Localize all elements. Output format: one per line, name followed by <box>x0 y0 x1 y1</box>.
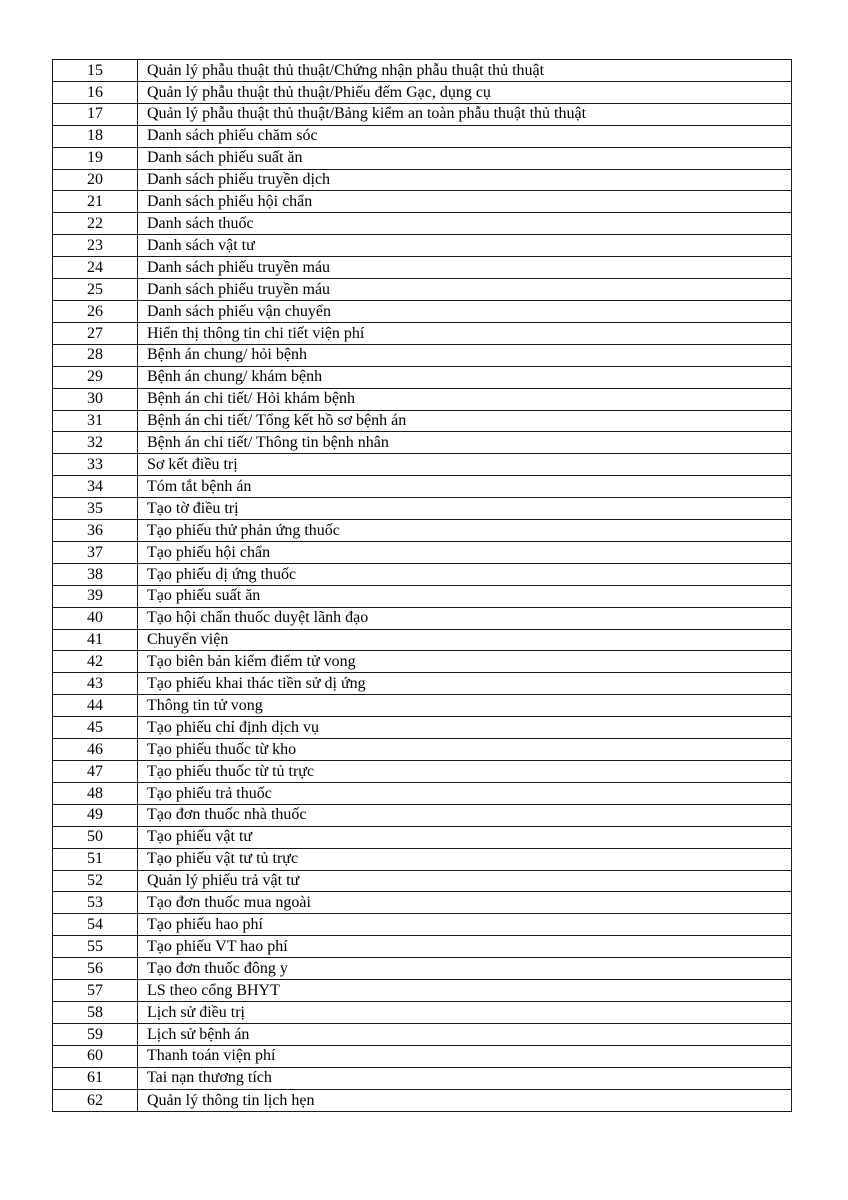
row-number-cell: 51 <box>53 848 138 870</box>
row-number-cell: 41 <box>53 629 138 651</box>
table-row <box>53 454 792 476</box>
row-number-cell: 29 <box>53 366 138 388</box>
table-row <box>53 914 792 936</box>
row-function-name-cell: Danh sách phiếu truyền máu <box>138 279 792 301</box>
row-number-cell: 52 <box>53 870 138 892</box>
table-row <box>53 520 792 542</box>
table-row <box>53 1045 792 1067</box>
row-number-cell: 20 <box>53 169 138 191</box>
table-row <box>53 191 792 213</box>
table-row <box>53 804 792 826</box>
table-row <box>53 169 792 191</box>
row-function-name-cell: Tạo tờ điều trị <box>138 498 792 520</box>
table-row <box>53 958 792 980</box>
row-number-cell: 32 <box>53 432 138 454</box>
row-number-cell: 40 <box>53 607 138 629</box>
table-row <box>53 651 792 673</box>
row-number-cell: 21 <box>53 191 138 213</box>
table-row <box>53 388 792 410</box>
row-function-name-cell: Tạo phiếu vật tư <box>138 826 792 848</box>
row-number-cell: 59 <box>53 1023 138 1045</box>
row-function-name-cell: Danh sách phiếu suất ăn <box>138 147 792 169</box>
table-row <box>53 761 792 783</box>
row-number-cell: 35 <box>53 498 138 520</box>
row-number-cell: 50 <box>53 826 138 848</box>
row-number-cell: 23 <box>53 235 138 257</box>
row-number-cell: 45 <box>53 717 138 739</box>
row-number-cell: 53 <box>53 892 138 914</box>
row-function-name-cell: Sơ kết điều trị <box>138 454 792 476</box>
row-function-name-cell: Tạo hội chẩn thuốc duyệt lãnh đạo <box>138 607 792 629</box>
row-number-cell: 42 <box>53 651 138 673</box>
row-function-name-cell: Bệnh án chung/ hỏi bệnh <box>138 344 792 366</box>
table-row <box>53 1067 792 1089</box>
row-number-cell: 47 <box>53 761 138 783</box>
table-row <box>53 739 792 761</box>
row-number-cell: 61 <box>53 1067 138 1089</box>
row-function-name-cell: Tạo phiếu vật tư tủ trực <box>138 848 792 870</box>
row-function-name-cell: Tạo đơn thuốc đông y <box>138 958 792 980</box>
row-number-cell: 34 <box>53 476 138 498</box>
row-number-cell: 24 <box>53 257 138 279</box>
row-function-name-cell: Danh sách thuốc <box>138 213 792 235</box>
row-function-name-cell: Tạo phiếu thuốc từ kho <box>138 739 792 761</box>
row-function-name-cell: Lịch sử điều trị <box>138 1001 792 1023</box>
row-number-cell: 27 <box>53 322 138 344</box>
row-number-cell: 39 <box>53 585 138 607</box>
row-number-cell: 54 <box>53 914 138 936</box>
row-function-name-cell: Tai nạn thương tích <box>138 1067 792 1089</box>
row-number-cell: 22 <box>53 213 138 235</box>
row-function-name-cell: Tạo phiếu khai thác tiền sử dị ứng <box>138 673 792 695</box>
table-row <box>53 103 792 125</box>
function-permission-table <box>52 59 792 1112</box>
table-row <box>53 476 792 498</box>
row-number-cell: 19 <box>53 147 138 169</box>
table-row <box>53 870 792 892</box>
row-number-cell: 28 <box>53 344 138 366</box>
row-number-cell: 49 <box>53 804 138 826</box>
row-number-cell: 58 <box>53 1001 138 1023</box>
table-row <box>53 498 792 520</box>
row-number-cell: 46 <box>53 739 138 761</box>
row-function-name-cell: Tạo phiếu dị ứng thuốc <box>138 563 792 585</box>
table-row <box>53 1089 792 1111</box>
row-function-name-cell: Bệnh án chi tiết/ Thông tin bệnh nhân <box>138 432 792 454</box>
row-function-name-cell: Danh sách phiếu vận chuyển <box>138 300 792 322</box>
table-row <box>53 585 792 607</box>
row-function-name-cell: Quản lý phẫu thuật thủ thuật/Chứng nhận phẫu thuật thủ thuật <box>138 60 792 82</box>
table-row <box>53 848 792 870</box>
row-number-cell: 18 <box>53 125 138 147</box>
row-function-name-cell: Tạo biên bản kiểm điểm tử vong <box>138 651 792 673</box>
row-function-name-cell: Quản lý phẫu thuật thủ thuật/Bảng kiểm an toàn phẫu thuật thủ thuật <box>138 103 792 125</box>
row-function-name-cell: Tạo phiếu suất ăn <box>138 585 792 607</box>
row-number-cell: 33 <box>53 454 138 476</box>
row-number-cell: 48 <box>53 782 138 804</box>
table-row <box>53 1001 792 1023</box>
row-number-cell: 55 <box>53 936 138 958</box>
table-row <box>53 629 792 651</box>
table-row <box>53 235 792 257</box>
row-number-cell: 15 <box>53 60 138 82</box>
table-row <box>53 279 792 301</box>
row-function-name-cell: Quản lý phiếu trả vật tư <box>138 870 792 892</box>
table-row <box>53 673 792 695</box>
row-function-name-cell: Tạo phiếu hội chẩn <box>138 541 792 563</box>
row-function-name-cell: LS theo cổng BHYT <box>138 980 792 1002</box>
table-row <box>53 980 792 1002</box>
row-number-cell: 43 <box>53 673 138 695</box>
row-number-cell: 25 <box>53 279 138 301</box>
table-row <box>53 563 792 585</box>
row-function-name-cell: Chuyển viện <box>138 629 792 651</box>
row-number-cell: 26 <box>53 300 138 322</box>
row-function-name-cell: Bệnh án chi tiết/ Hỏi khám bệnh <box>138 388 792 410</box>
table-row <box>53 695 792 717</box>
row-function-name-cell: Thanh toán viện phí <box>138 1045 792 1067</box>
row-function-name-cell: Lịch sử bệnh án <box>138 1023 792 1045</box>
row-number-cell: 37 <box>53 541 138 563</box>
row-function-name-cell: Tạo phiếu thuốc từ tủ trực <box>138 761 792 783</box>
table-row <box>53 1023 792 1045</box>
row-function-name-cell: Hiển thị thông tin chi tiết viện phí <box>138 322 792 344</box>
row-function-name-cell: Bệnh án chi tiết/ Tổng kết hồ sơ bệnh án <box>138 410 792 432</box>
table-row <box>53 213 792 235</box>
table-row <box>53 125 792 147</box>
table-row <box>53 147 792 169</box>
table-row <box>53 344 792 366</box>
row-function-name-cell: Tóm tắt bệnh án <box>138 476 792 498</box>
row-function-name-cell: Danh sách phiếu chăm sóc <box>138 125 792 147</box>
table-row <box>53 782 792 804</box>
table-row <box>53 410 792 432</box>
row-function-name-cell: Bệnh án chung/ khám bệnh <box>138 366 792 388</box>
row-function-name-cell: Tạo phiếu hao phí <box>138 914 792 936</box>
table-row <box>53 892 792 914</box>
row-function-name-cell: Thông tin tử vong <box>138 695 792 717</box>
table-row <box>53 257 792 279</box>
row-function-name-cell: Tạo phiếu thử phản ứng thuốc <box>138 520 792 542</box>
row-number-cell: 36 <box>53 520 138 542</box>
row-function-name-cell: Tạo phiếu trả thuốc <box>138 782 792 804</box>
row-number-cell: 44 <box>53 695 138 717</box>
table-row <box>53 300 792 322</box>
row-function-name-cell: Danh sách phiếu truyền dịch <box>138 169 792 191</box>
table-row <box>53 366 792 388</box>
row-number-cell: 38 <box>53 563 138 585</box>
table-row <box>53 60 792 82</box>
row-function-name-cell: Tạo đơn thuốc mua ngoài <box>138 892 792 914</box>
permission-table-body <box>53 60 792 1112</box>
row-number-cell: 31 <box>53 410 138 432</box>
table-row <box>53 541 792 563</box>
row-function-name-cell: Danh sách phiếu truyền máu <box>138 257 792 279</box>
row-number-cell: 16 <box>53 81 138 103</box>
row-number-cell: 60 <box>53 1045 138 1067</box>
table-row <box>53 936 792 958</box>
table-row <box>53 717 792 739</box>
row-function-name-cell: Tạo phiếu VT hao phí <box>138 936 792 958</box>
table-row <box>53 607 792 629</box>
row-number-cell: 30 <box>53 388 138 410</box>
table-row <box>53 826 792 848</box>
row-number-cell: 57 <box>53 980 138 1002</box>
row-number-cell: 56 <box>53 958 138 980</box>
table-row <box>53 322 792 344</box>
row-function-name-cell: Quản lý thông tin lịch hẹn <box>138 1089 792 1111</box>
row-function-name-cell: Danh sách vật tư <box>138 235 792 257</box>
row-function-name-cell: Danh sách phiếu hội chẩn <box>138 191 792 213</box>
row-number-cell: 62 <box>53 1089 138 1111</box>
row-number-cell: 17 <box>53 103 138 125</box>
row-function-name-cell: Tạo phiếu chỉ định dịch vụ <box>138 717 792 739</box>
row-function-name-cell: Quản lý phẫu thuật thủ thuật/Phiếu đếm Gạc, dụng cụ <box>138 81 792 103</box>
row-function-name-cell: Tạo đơn thuốc nhà thuốc <box>138 804 792 826</box>
table-row <box>53 432 792 454</box>
table-row <box>53 81 792 103</box>
